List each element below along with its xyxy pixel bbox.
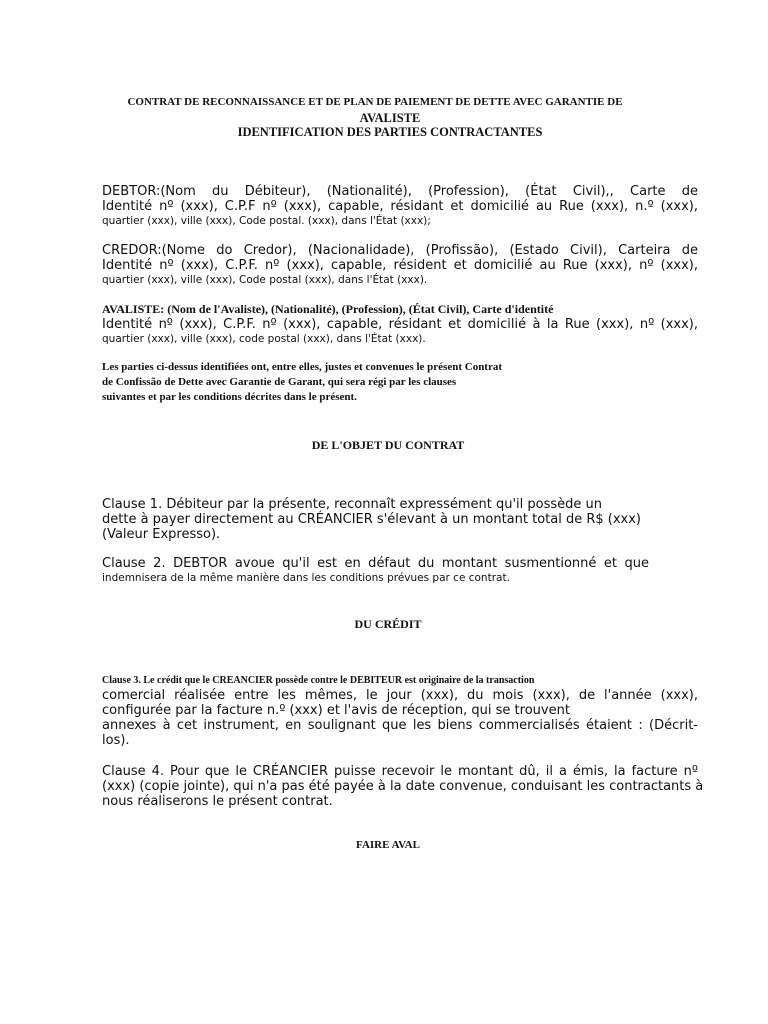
intro-line-1: Les parties ci-dessus identifiées ont, entre elles, justes et convenues le présent Contrat (102, 361, 503, 373)
debtor-line-1: DEBTOR:(Nom du Débiteur), (Nationalité), (Profession), (État Civil),, Carte de (102, 184, 698, 199)
intro-line-3: suivantes et par les conditions décrites dans le présent. (102, 391, 357, 403)
clause-3-line-2: comercial réalisée entre les mêmes, le jour (xxx), du mois (xxx), de l'année (xxx), (102, 688, 698, 703)
clause-2-line-1: Clause 2. DEBTOR avoue qu'il est en défaut du montant susmentionné et que (102, 556, 649, 571)
avaliste-paragraph (102, 302, 698, 346)
avaliste-line-1: AVALISTE: (Nom de l'Avaliste), (Nationalité), (Profession), (État Civil), Carte d'identité (102, 302, 554, 316)
section-heading-credit: DU CRÉDIT (354, 617, 422, 631)
debtor-line-2: Identité nº (xxx), C.P.F nº (xxx), capable, résidant et domicilié au Rue (xxx), n.º (xxx), (102, 199, 698, 214)
clause-1-line-1: Clause 1. Débiteur par la présente, reconnaît expressément qu'il possède un (102, 497, 603, 512)
avaliste-line-3: quartier (xxx), ville (xxx), code postal (xxx), dans l'État (xxx). (102, 333, 426, 345)
clause-4-line-2: (xxx) (copie jointe), qui n'a pas été payée à la date convenue, conduisant les contractants à (102, 779, 704, 794)
clause-2 (102, 556, 649, 585)
clause-1 (102, 497, 698, 542)
avaliste-line-2: Identité nº (xxx), C.P.F. nº (xxx), capable, résidant et domicilié à la Rue (xxx), nº (xxx), (102, 317, 698, 332)
contract-title-continued: AVALISTE (359, 111, 421, 125)
credor-line-3: quartier (xxx), ville (xxx), Code postal (xxx), dans l'État (xxx). (102, 274, 428, 286)
section-heading-aval: FAIRE AVAL (356, 839, 420, 851)
clause-4-line-1: Clause 4. Pour que le CRÉANCIER puisse recevoir le montant dû, il a émis, la facture nº (102, 764, 698, 779)
clause-4 (102, 764, 704, 809)
clause-1-line-3: (Valeur Expresso). (102, 527, 221, 542)
clause-3 (102, 674, 698, 748)
clause-3-line-1: Clause 3. Le crédit que le CREANCIER possède contre le DEBITEUR est originaire de la transaction (102, 675, 535, 686)
clause-1-line-2: dette à payer directement au CRÉANCIER s'élevant à un montant total de R$ (xxx) (102, 512, 642, 527)
debtor-line-3: quartier (xxx), ville (xxx), Code postal. (xxx), dans l'État (xxx); (102, 215, 431, 227)
credor-line-2: Identité nº (xxx), C.P.F. nº (xxx), capable, résident et domicilié au Rue (xxx), nº (xxx), (102, 258, 698, 273)
clause-3-line-3: configurée par la facture n.º (xxx) et l'avis de réception, qui se trouvent (102, 703, 570, 718)
clause-4-line-3: nous réaliserons le présent contrat. (102, 794, 333, 809)
clause-3-line-5: los). (102, 733, 130, 748)
clause-2-line-2: indemnisera de la même manière dans les conditions prévues par ce contrat. (102, 572, 510, 584)
section-heading-objet: DE L'OBJET DU CONTRAT (311, 438, 465, 452)
debtor-paragraph (102, 184, 698, 228)
intro-paragraph (102, 360, 552, 405)
intro-line-2: de Confissão de Dette avec Garantie de Garant, qui sera régi par les clauses (102, 376, 457, 388)
credor-paragraph (102, 243, 698, 287)
contract-title: CONTRAT DE RECONNAISSANCE ET DE PLAN DE PAIEMENT DE DETTE AVEC GARANTIE DE (127, 96, 623, 108)
credor-line-1: CREDOR:(Nome do Credor), (Nacionalidade), (Profissão), (Estado Civil), Carteira de (102, 243, 698, 258)
parties-heading: IDENTIFICATION DES PARTIES CONTRACTANTES (237, 125, 543, 139)
clause-3-line-4: annexes à cet instrument, en soulignant que les biens commercialisés étaient : (Décrit- (102, 718, 698, 733)
